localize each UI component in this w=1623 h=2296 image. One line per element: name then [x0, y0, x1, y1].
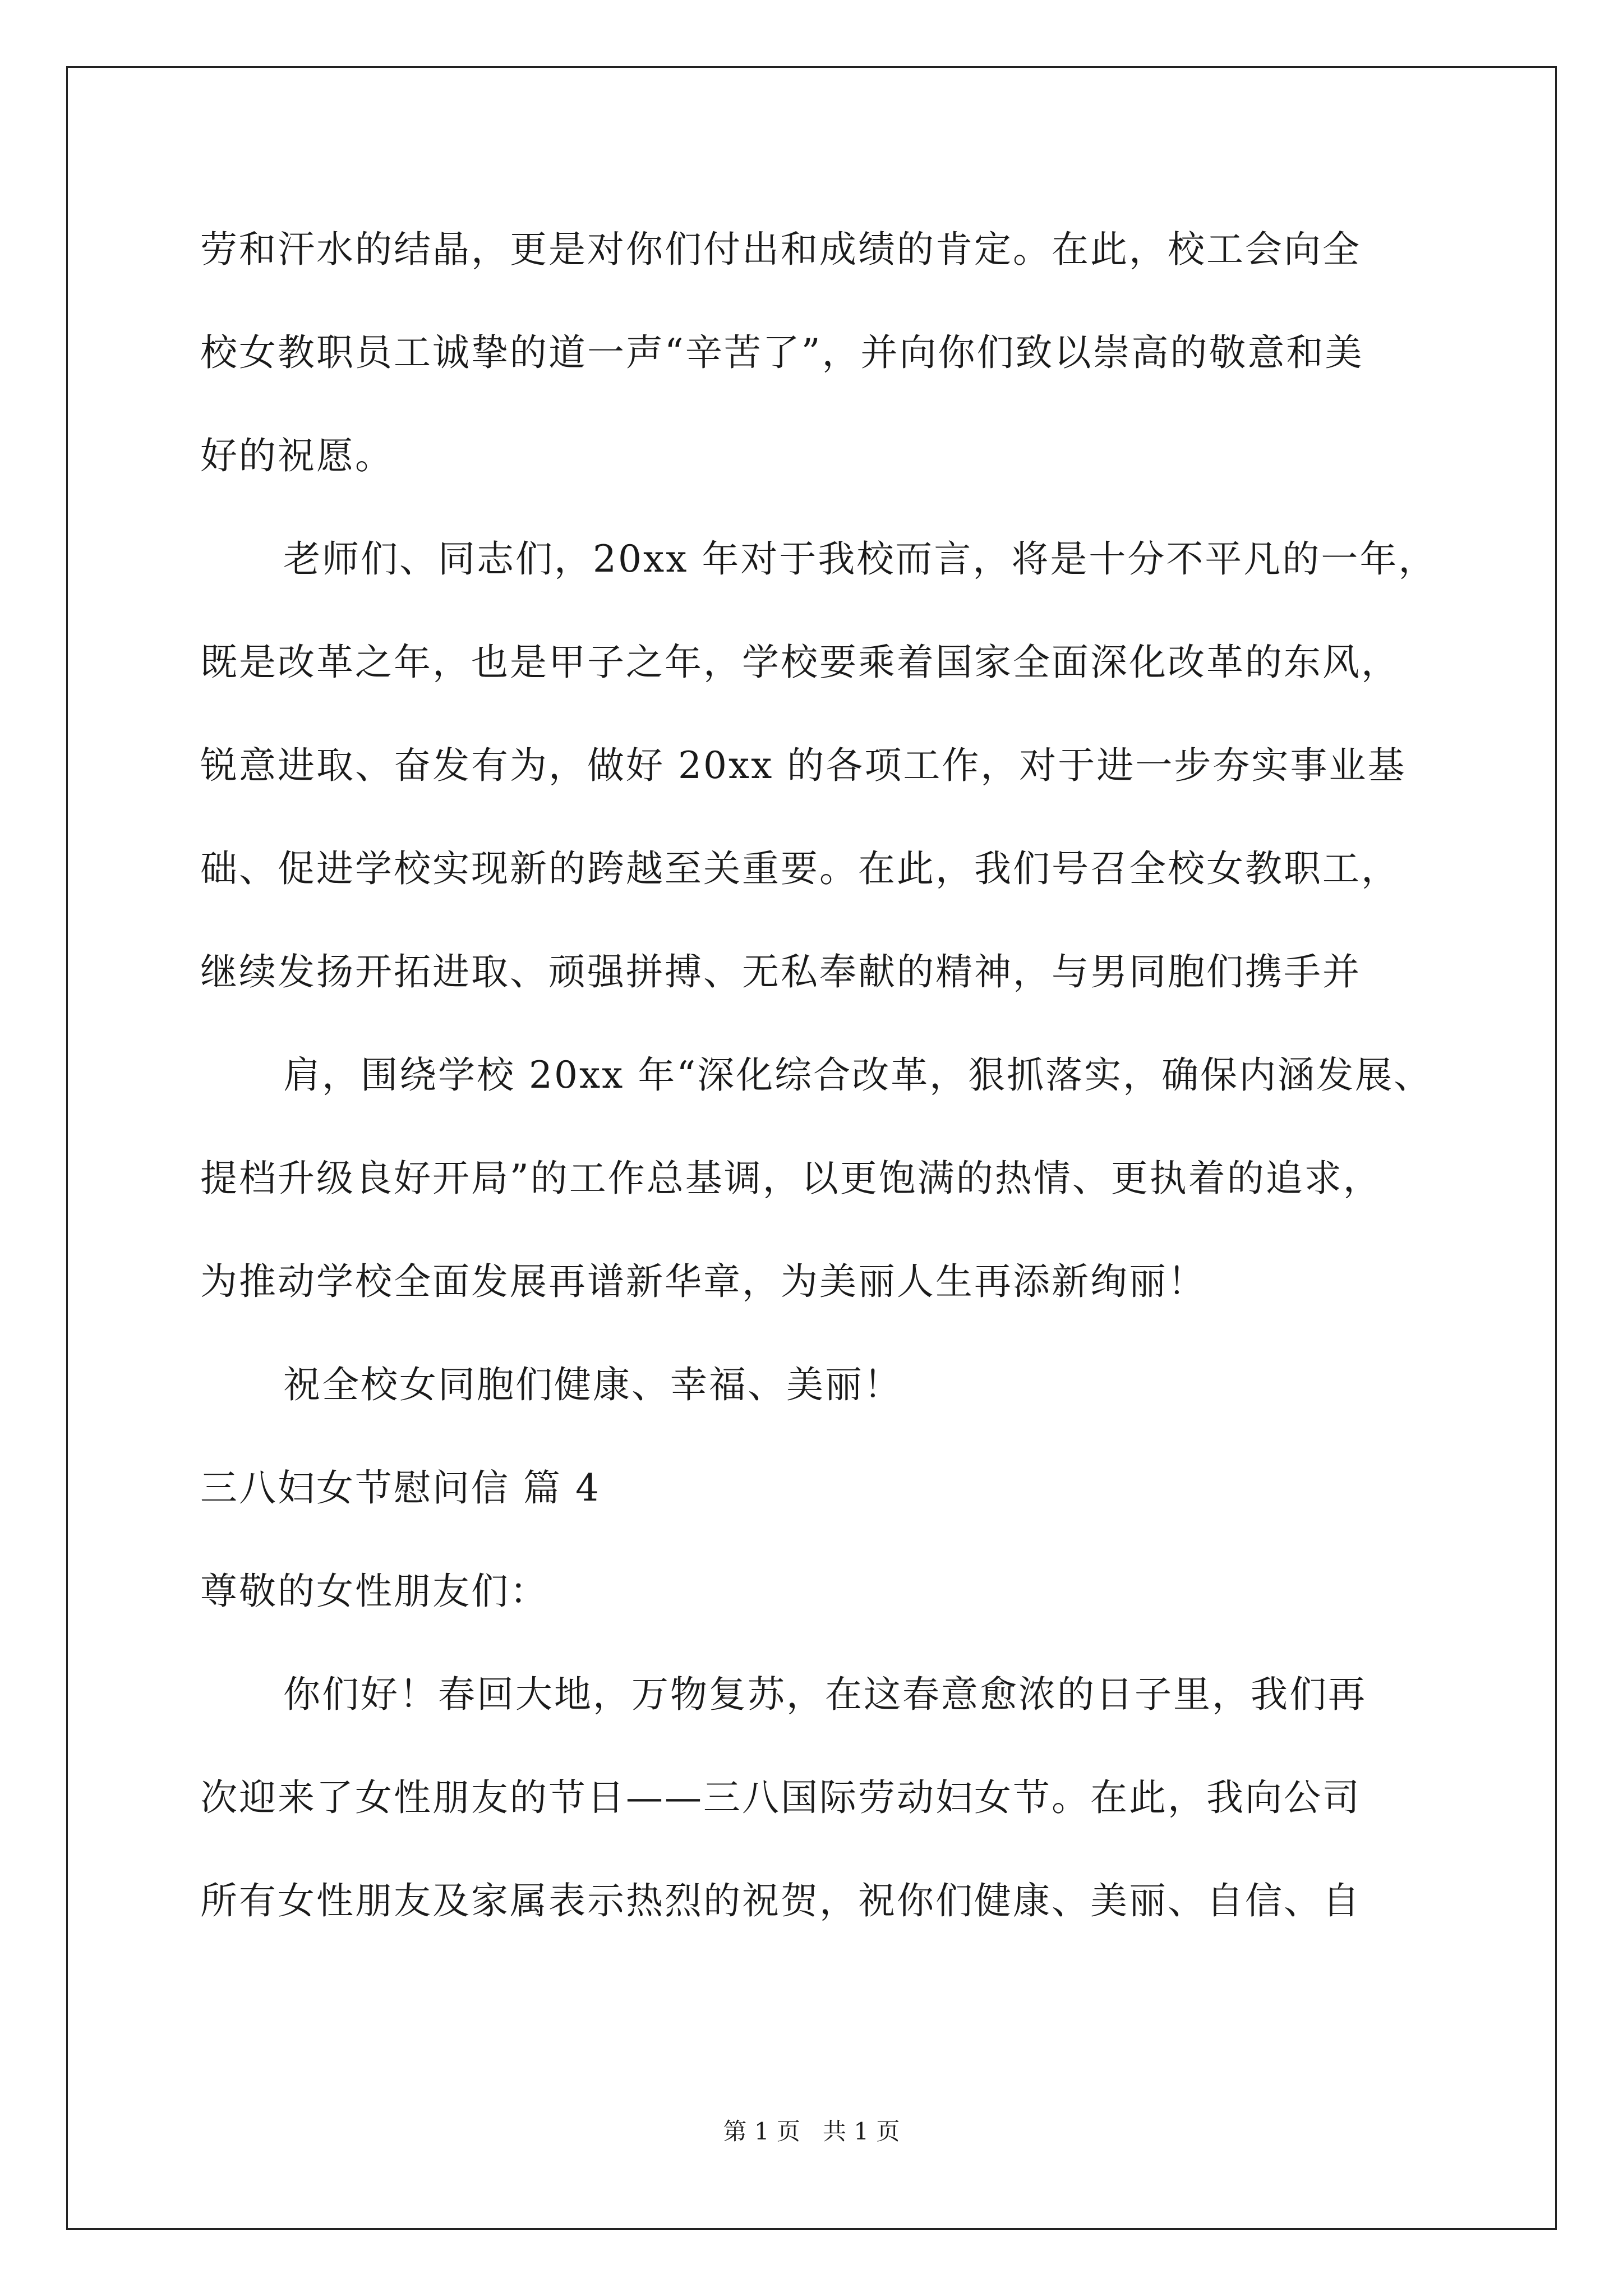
paragraph-line: 锐意进取、奋发有为，做好 20xx 的各项工作，对于进一步夯实事业基 [200, 744, 1407, 787]
page-number-footer: 第 1 页 共 1 页 [723, 2118, 900, 2145]
paragraph-line: 校女教职员工诚挚的道一声“辛苦了”，并向你们致以崇高的敬意和美 [200, 331, 1364, 374]
paragraph-line: 次迎来了女性朋友的节日——三八国际劳动妇女节。在此，我向公司 [200, 1776, 1361, 1819]
paragraph-line: 所有女性朋友及家属表示热烈的祝贺，祝你们健康、美丽、自信、自 [200, 1879, 1361, 1922]
paragraph-line: 既是改革之年，也是甲子之年，学校要乘着国家全面深化改革的东风， [200, 641, 1400, 684]
paragraph-line: 继续发扬开拓进取、顽强拼搏、无私奉献的精神，与男同胞们携手并 [200, 950, 1361, 993]
paragraph-line: 劳和汗水的结晶，更是对你们付出和成绩的肯定。在此，校工会向全 [200, 228, 1361, 271]
section-heading: 三八妇女节慰问信 篇 4 [200, 1466, 601, 1510]
paragraph-line: 为推动学校全面发展再谱新华章，为美丽人生再添新绚丽！ [200, 1260, 1206, 1303]
paragraph-line: 老师们、同志们，20xx 年对于我校而言，将是十分不平凡的一年， [283, 537, 1437, 581]
paragraph-line: 你们好！春回大地，万物复苏，在这春意愈浓的日子里，我们再 [283, 1673, 1367, 1716]
paragraph-line: 础、促进学校实现新的跨越至关重要。在此，我们号召全校女教职工， [200, 847, 1400, 890]
salutation: 尊敬的女性朋友们： [200, 1570, 548, 1613]
paragraph-line: 提档升级良好开局”的工作总基调，以更饱满的热情、更执着的追求， [200, 1157, 1382, 1200]
paragraph-line: 祝全校女同胞们健康、幸福、美丽！ [283, 1363, 902, 1406]
paragraph-line: 好的祝愿。 [200, 434, 394, 477]
paragraph-line: 肩，围绕学校 20xx 年“深化综合改革，狠抓落实，确保内涵发展、 [283, 1053, 1433, 1097]
